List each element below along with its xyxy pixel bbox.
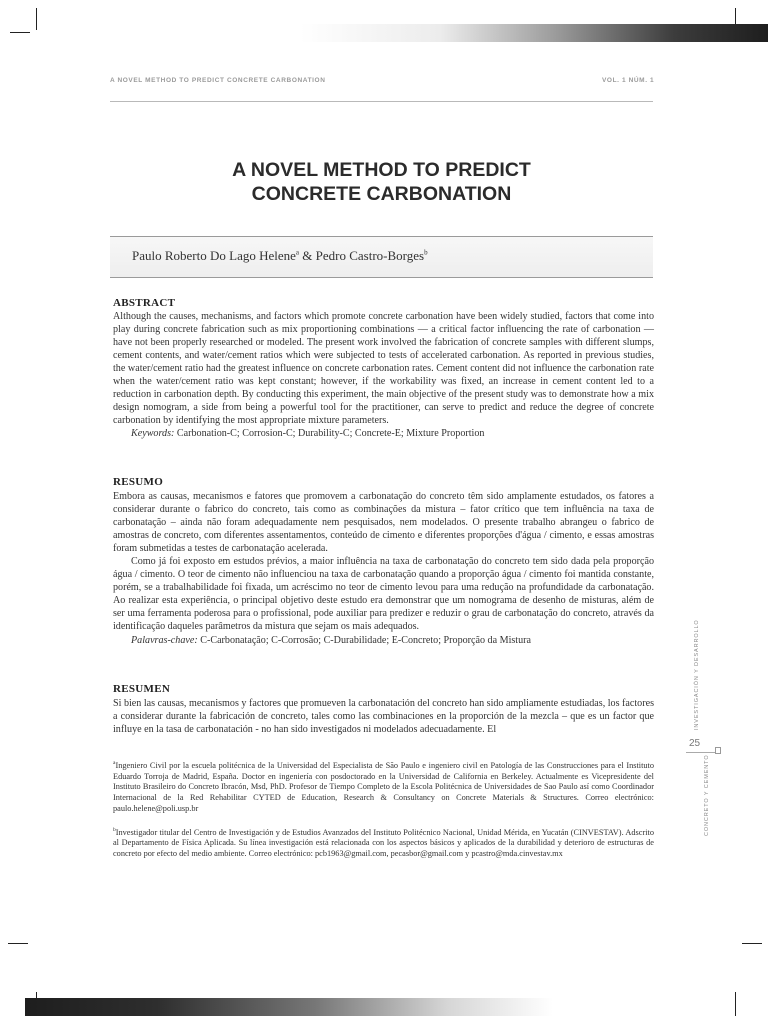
abstract-keywords	[113, 427, 654, 440]
footnote-b-text: Investigador titular del Centro de Investigación y de Estudios Avanzados del Instituto Politécnico Nacional, Unidad Mérida, en Yucatán (CINVESTAV). Adscrito al Departamento de Física Aplicada. Su línea investigación está relacionada con los aspectos básicos y aplicados de la durabilidad y deterioro de estructuras de concreto por efecto del medio ambiente. Correo electrónico: pcb1963@gmail.com, pecasbor@gmail.com y pcastro@mda.cinvestav.mx	[113, 827, 654, 859]
palavras-chave-list: C-Carbonatação; C-Corrosão; C-Durabilidade; E-Concreto; Proporção da Mistura	[197, 634, 531, 646]
title-line-1: A NOVEL METHOD TO PREDICT	[232, 159, 531, 181]
crop-mark	[36, 8, 37, 30]
bottom-gradient-bar	[25, 998, 553, 1016]
resumo-heading: RESUMO	[113, 476, 164, 488]
footnote-b-mark: b	[113, 826, 116, 833]
crop-mark	[8, 943, 28, 944]
running-header-right: VOL. 1 NÚM. 1	[602, 77, 655, 84]
article-title	[110, 158, 653, 206]
footnote-a-text: Ingeniero Civil por la escuela politécnica de la Universidad del Especialista de São Paulo e ingeniero civil en Patología de las Construcciones para el Instituto Eduardo Torroja de Madrid, España. Doctor en ingeniería con posdoctorado en la Universidad de California en Berkeley. Actualmente es Vicepresidente del Instituto Brasileiro do Concreto Ibracón, Msd, PhD. Profesor de Tiempo Completo de la Escola Politécnica de Universidades de Sao Paulo así como Coordinador Internacional de la Red Rehabilitar CYTED de Education, Research & Consultancy on Concrete Materials & Structures. Correo electrónico: paulo.helene@poli.usp.br	[113, 760, 654, 813]
author-1-affiliation-mark: a	[295, 248, 300, 257]
crop-mark	[735, 992, 736, 1016]
keywords-list: Carbonation-C; Corrosion-C; Durability-C; Concrete-E; Mixture Proportion	[174, 428, 485, 440]
abstract-heading: ABSTRACT	[113, 297, 176, 309]
abstract-text: Although the causes, mechanisms, and factors which promote concrete carbonation have been widely studied, factors that come into play during concrete fabrication such as mix proportioning combinations — a critical factor influencing the rate of carbonation — have not been properly researched or modeled. The present work involved the fabrication of concrete samples with different slumps, cement contents, and water/cement ratios which were subjected to tests of accelerated carbonation. As reported in previous studies, the water/cement ratio had the greatest influence on concrete carbonation rates. Cement content did not influence the carbonation rate when the water/cement ratio was kept constant; however, if the workability was fixed, an increase in cement content led to a reduction in carbonation depth. By conducting this experiment, the main objective of the present study was to demonstrate how a mix design nomogram, a side from being a powerful tool for the practitioner, can serve to predict and reduce the degree of concrete carbonation by identifying the most appropriate mixture parameters.	[113, 311, 654, 427]
author-2: Pedro Castro-Borges	[315, 248, 425, 263]
resumo-paragraph-2: Como já foi exposto em estudos prévios, a maior influência na taxa de carbonatação do concreto tem sido dada pela proporção água / cimento. O teor de cimento não influenciou na taxa de carbonatação quando a proporção água / cimento foi mantida constante, porém, se a trabalhabilidade foi fixada, um acréscimo no teor de cimento levou para uma redução na profundidade da carbonatação. Ao realizar esta experiência, o principal objetivo deste estudo era demonstrar que um nomograma de desenho de misturas, além de ser uma ferramenta poderosa para o profissional, pode auxiliar para predizer e reduzir o grau de carbonatação do concreto, através da identificação daqueles parâmetros da mistura que sejam os mais adequados.	[113, 556, 654, 633]
side-label-concreto: CONCRETO Y CEMENTO	[704, 754, 710, 836]
resumo-body	[113, 490, 654, 647]
running-header-left: A NOVEL METHOD TO PREDICT CONCRETE CARBONATION	[110, 77, 326, 84]
resumo-paragraph-1: Embora as causas, mecanismos e fatores que promovem a carbonatação do concreto têm sido amplamente estudados, os fatores a considerar durante o fabrico do concreto, tais como as combinações da mistura – fator crítico que tem influência na taxa de carbonatação – ainda não foram adequadamente nem pesquisados, nem modelados. O presente trabalho abrangeu o fabrico de amostras de concreto, com diferentes assentamentos, conteúdo de cimento e diferentes proporções d'água / cimento, e essas amostras foram submetidas a testes de carbonatação acelerada.	[113, 491, 654, 555]
footnote-a-mark: a	[113, 760, 116, 766]
header-rule	[110, 101, 653, 102]
resumen-text: Si bien las causas, mecanismos y factores que promueven la carbonatación del concreto han sido ampliamente estudiadas, los factores a considerar durante la fabricación de concreto, tales como las combinaciones en la proporción de la mezcla – que es un factor que influye en la tasa de carbonatación - no han sido investigados ni modelados adecuadamente. El	[113, 698, 654, 736]
crop-mark	[742, 943, 762, 944]
palavras-chave-label: Palavras-chave:	[131, 634, 198, 646]
footnotes	[113, 758, 654, 860]
resumen-body	[113, 697, 654, 736]
title-line-2: CONCRETE CARBONATION	[251, 183, 512, 205]
resumen-heading: RESUMEN	[113, 683, 171, 695]
author-1: Paulo Roberto Do Lago Helene	[132, 248, 296, 263]
author-line	[132, 248, 428, 264]
footnote-a	[113, 758, 654, 815]
author-2-affiliation-mark: b	[424, 248, 428, 257]
resumo-keywords	[113, 634, 654, 647]
page-number: 25	[689, 738, 701, 749]
keywords-label: Keywords:	[131, 428, 175, 440]
page-number-tick	[715, 747, 721, 754]
footnote-b	[113, 825, 654, 860]
page-number-rule	[686, 752, 716, 753]
author-box	[110, 236, 653, 278]
crop-mark	[10, 32, 30, 33]
author-separator: &	[299, 248, 316, 263]
abstract-body	[113, 310, 654, 440]
side-label-investigacion: INVESTIGACIÓN Y DESARROLLO	[694, 619, 700, 730]
top-gradient-bar	[300, 24, 768, 42]
